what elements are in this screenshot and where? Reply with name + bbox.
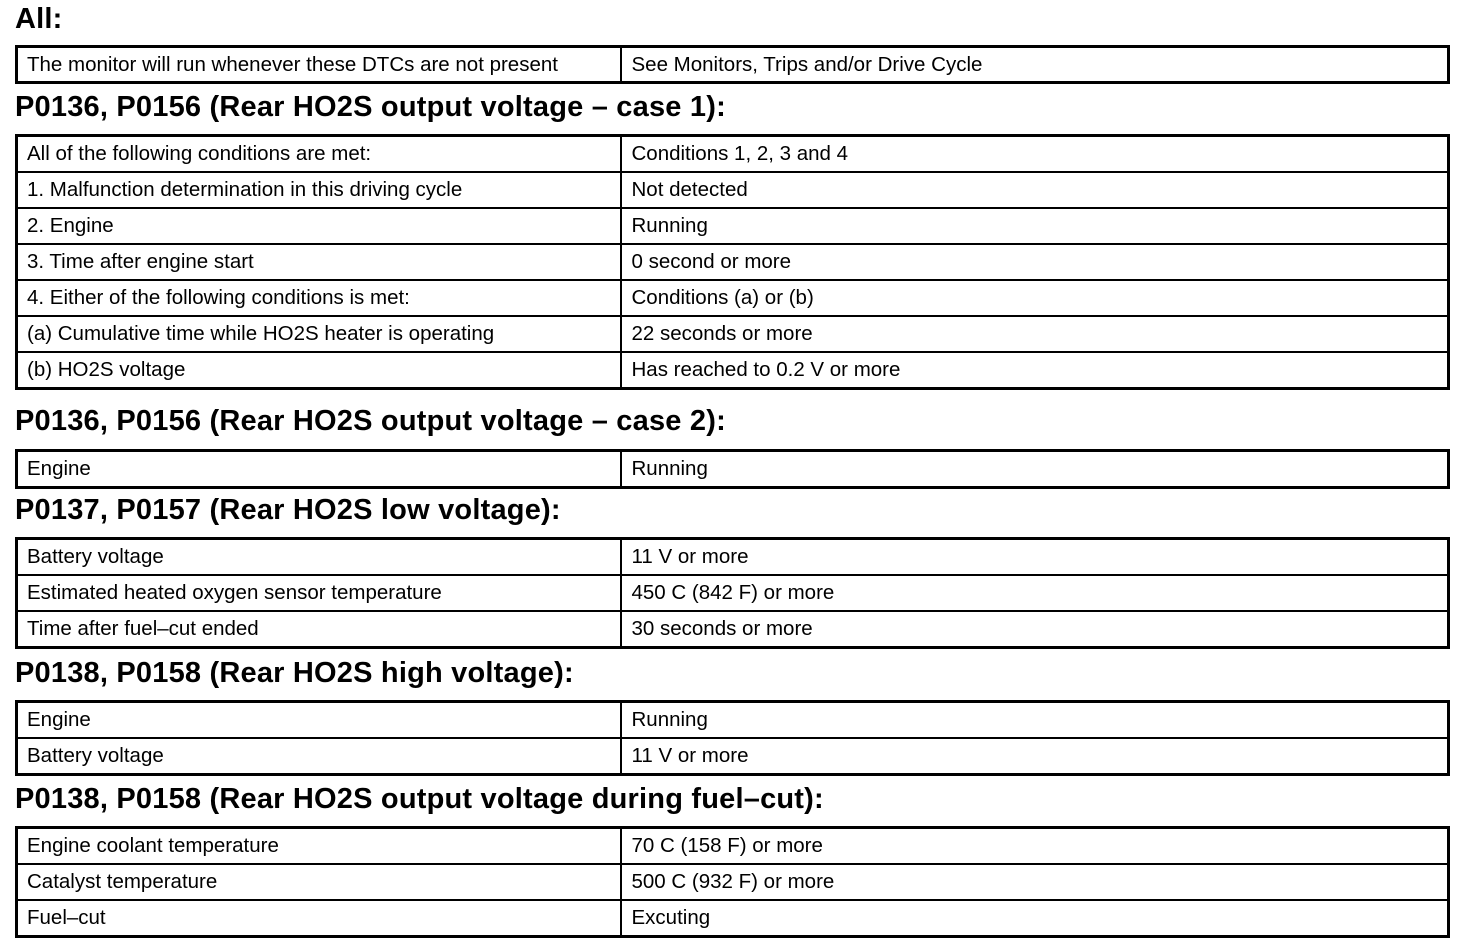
conditions-table-p0138-high	[15, 700, 1450, 776]
section-heading-p0137: P0137, P0157 (Rear HO2S low voltage):	[15, 494, 561, 526]
condition-label: 3. Time after engine start	[17, 244, 621, 280]
table-row	[17, 702, 1449, 739]
condition-value: 0 second or more	[621, 244, 1449, 280]
condition-label: Time after fuel–cut ended	[17, 611, 621, 648]
table-row	[17, 136, 1449, 173]
condition-label: The monitor will run whenever these DTCs are not present	[17, 47, 621, 83]
section-heading-all: All:	[15, 3, 63, 35]
table-row	[17, 828, 1449, 865]
section-heading-p0136-case2: P0136, P0156 (Rear HO2S output voltage – case 2):	[15, 405, 726, 437]
table-row	[17, 316, 1449, 352]
table-row	[17, 280, 1449, 316]
condition-value: 70 C (158 F) or more	[621, 828, 1449, 865]
table-row	[17, 172, 1449, 208]
section-heading-p0138-fuelcut: P0138, P0158 (Rear HO2S output voltage during fuel–cut):	[15, 783, 824, 815]
condition-label: Engine	[17, 702, 621, 739]
table-row	[17, 451, 1449, 488]
table-row	[17, 352, 1449, 389]
condition-value: See Monitors, Trips and/or Drive Cycle	[621, 47, 1449, 83]
section-heading-p0138-high: P0138, P0158 (Rear HO2S high voltage):	[15, 657, 574, 689]
condition-label: Engine	[17, 451, 621, 488]
condition-value: Not detected	[621, 172, 1449, 208]
condition-value: 30 seconds or more	[621, 611, 1449, 648]
condition-value: 11 V or more	[621, 539, 1449, 576]
table-row	[17, 47, 1449, 83]
condition-label: 1. Malfunction determination in this driving cycle	[17, 172, 621, 208]
table-row	[17, 539, 1449, 576]
table-row	[17, 611, 1449, 648]
condition-label: (a) Cumulative time while HO2S heater is operating	[17, 316, 621, 352]
conditions-table-p0136-case1	[15, 134, 1450, 390]
condition-value: 500 C (932 F) or more	[621, 864, 1449, 900]
condition-label: Estimated heated oxygen sensor temperature	[17, 575, 621, 611]
conditions-table-p0136-case2	[15, 449, 1450, 489]
condition-value: Running	[621, 208, 1449, 244]
conditions-table-p0137	[15, 537, 1450, 649]
table-row	[17, 575, 1449, 611]
condition-label: 2. Engine	[17, 208, 621, 244]
condition-value: Running	[621, 451, 1449, 488]
condition-label: Battery voltage	[17, 738, 621, 775]
condition-value: 450 C (842 F) or more	[621, 575, 1449, 611]
condition-label: (b) HO2S voltage	[17, 352, 621, 389]
condition-label: Fuel–cut	[17, 900, 621, 937]
condition-value: 11 V or more	[621, 738, 1449, 775]
condition-label: Catalyst temperature	[17, 864, 621, 900]
table-row	[17, 208, 1449, 244]
section-heading-p0136-case1: P0136, P0156 (Rear HO2S output voltage – case 1):	[15, 91, 726, 123]
condition-value: Excuting	[621, 900, 1449, 937]
table-row	[17, 738, 1449, 775]
condition-label: 4. Either of the following conditions is met:	[17, 280, 621, 316]
table-row	[17, 244, 1449, 280]
condition-label: All of the following conditions are met:	[17, 136, 621, 173]
conditions-table-all	[15, 45, 1450, 84]
condition-value: Conditions 1, 2, 3 and 4	[621, 136, 1449, 173]
condition-label: Engine coolant temperature	[17, 828, 621, 865]
table-row	[17, 864, 1449, 900]
condition-value: 22 seconds or more	[621, 316, 1449, 352]
condition-label: Battery voltage	[17, 539, 621, 576]
condition-value: Running	[621, 702, 1449, 739]
conditions-table-p0138-fuelcut	[15, 826, 1450, 938]
condition-value: Conditions (a) or (b)	[621, 280, 1449, 316]
condition-value: Has reached to 0.2 V or more	[621, 352, 1449, 389]
table-row	[17, 900, 1449, 937]
